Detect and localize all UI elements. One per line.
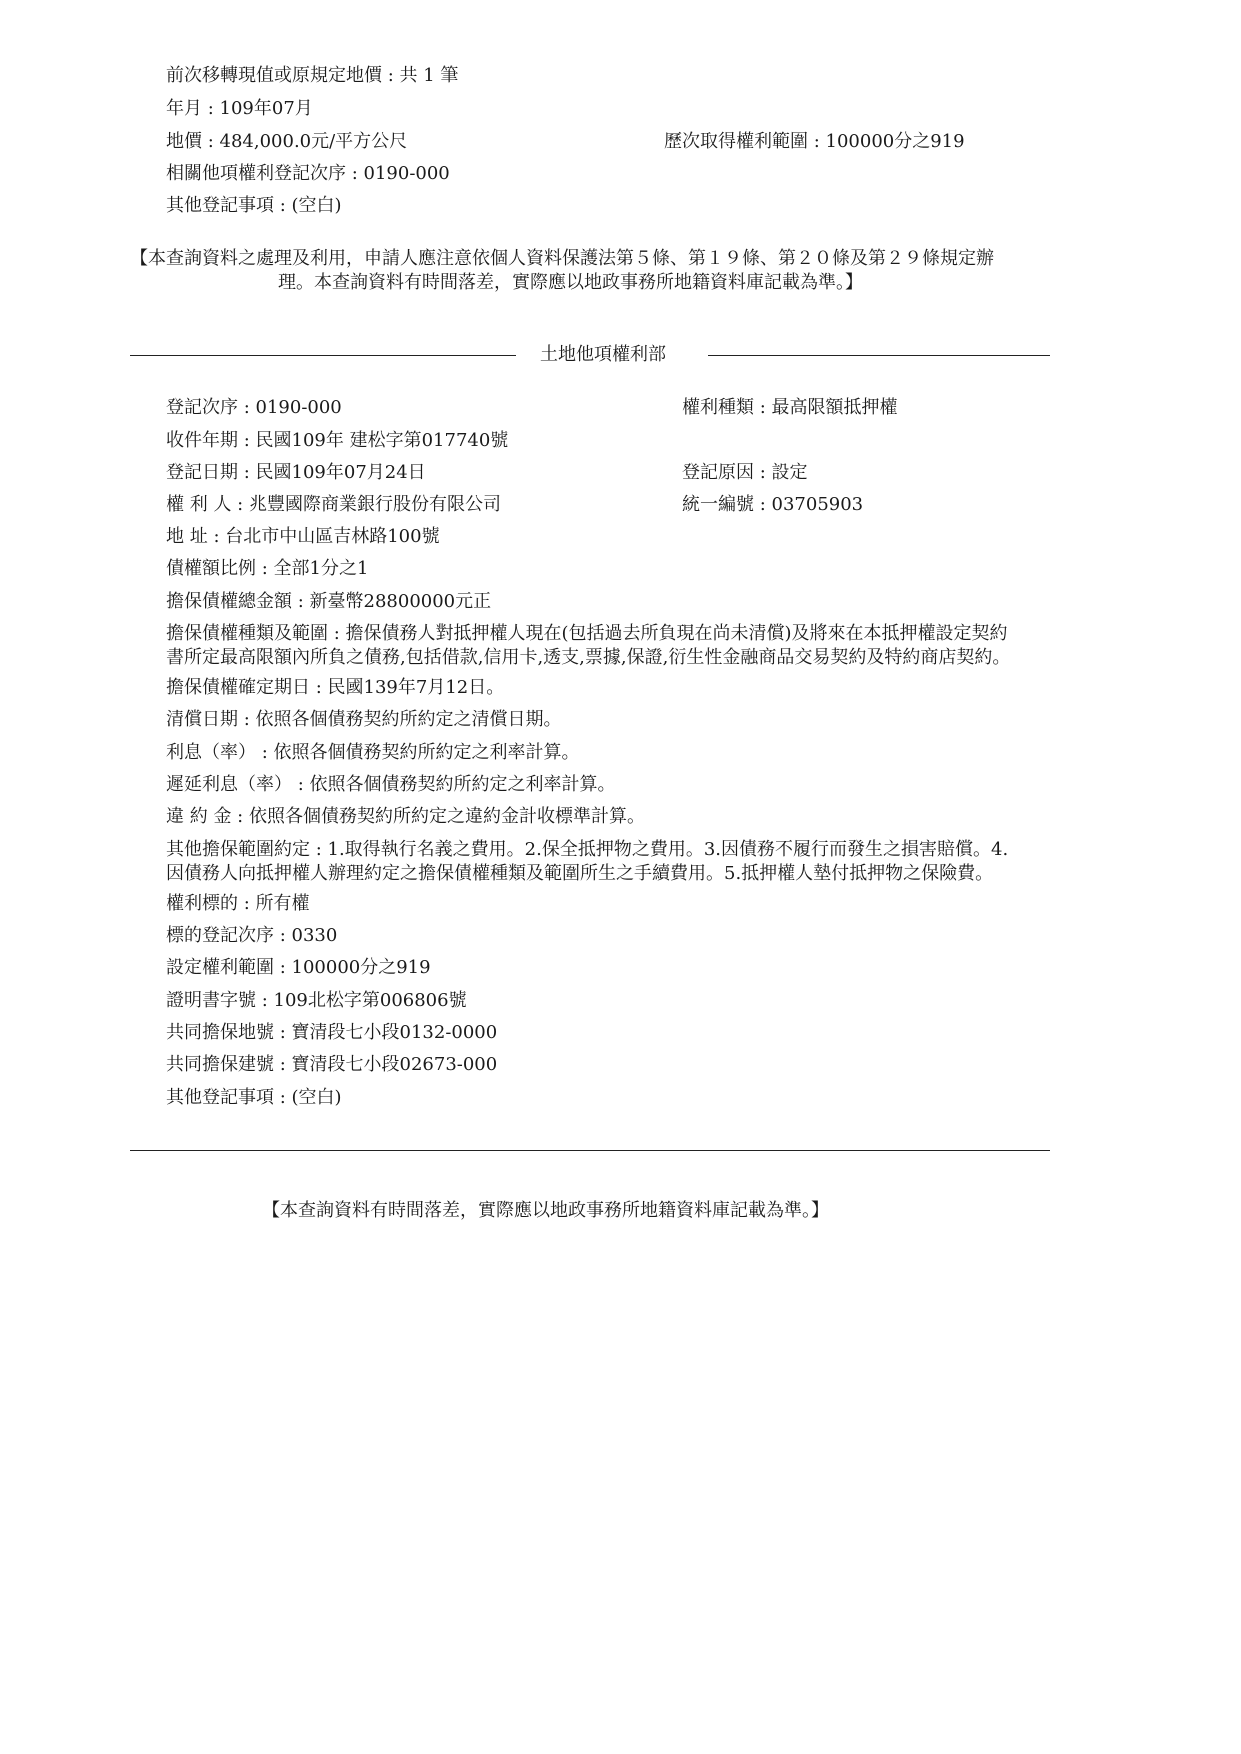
- reg-date-text: 登記日期 : 民國109年07月24日: [166, 462, 426, 483]
- interest-text: 利息（率） : 依照各個債務契約所約定之利率計算。: [166, 742, 580, 763]
- notice-line-2: 理。本查詢資料有時間落差，實際應以地政事務所地籍資料庫記載為準。】: [278, 272, 863, 293]
- land-price-text: 地價 : 484,000.0元/平方公尺: [166, 131, 408, 152]
- debt-ratio-text: 債權額比例 : 全部1分之1: [166, 558, 369, 579]
- other-items-rights-text: 其他登記事項 : (空白): [166, 1087, 342, 1108]
- section-title: 土地他項權利部: [540, 344, 666, 365]
- holder-text: 權 利 人 : 兆豐國際商業銀行股份有限公司: [166, 494, 501, 515]
- joint-building-text: 共同擔保建號 : 寶清段七小段02673-000: [166, 1054, 498, 1075]
- cert-no-text: 證明書字號 : 109北松字第006806號: [166, 990, 467, 1011]
- prev-value-text: 前次移轉現值或原規定地價 : 共 1 筆: [166, 65, 459, 86]
- final-notice: 【本查詢資料有時間落差，實際應以地政事務所地籍資料庫記載為準。】: [262, 1200, 829, 1221]
- notice-line-1: 【本查詢資料之處理及利用，申請人應注意依個人資料保護法第５條、第１９條、第２０條及第２９條規定辦: [130, 248, 994, 269]
- fix-date-text: 擔保債權確定期日 : 民國139年7月12日。: [166, 677, 505, 698]
- joint-land-text: 共同擔保地號 : 寶清段七小段0132-0000: [166, 1022, 498, 1043]
- total-amount-text: 擔保債權總金額 : 新臺幣28800000元正: [166, 591, 492, 612]
- section-rule-right: [708, 355, 1050, 356]
- unified-no-text: 統一編號 : 03705903: [682, 494, 864, 515]
- acquired-scope-text: 歷次取得權利範圍 : 100000分之919: [664, 131, 965, 152]
- set-scope-text: 設定權利範圍 : 100000分之919: [166, 957, 431, 978]
- year-month-text: 年月 : 109年07月: [166, 98, 313, 119]
- other-items-text: 其他登記事項 : (空白): [166, 195, 342, 216]
- repay-date-text: 清償日期 : 依照各個債務契約所約定之清償日期。: [166, 709, 562, 730]
- bottom-rule: [130, 1150, 1050, 1151]
- scope-line-1: 擔保債權種類及範圍 : 擔保債務人對抵押權人現在(包括過去所負現在尚未清償)及將來在本抵押權設定契約: [166, 623, 1008, 644]
- late-interest-text: 遲延利息（率） : 依照各個債務契約所約定之利率計算。: [166, 774, 616, 795]
- target-order-text: 標的登記次序 : 0330: [166, 925, 338, 946]
- target-text: 權利標的 : 所有權: [166, 893, 310, 914]
- scope-line-2: 書所定最高限額內所負之債務,包括借款,信用卡,透支,票據,保證,衍生性金融商品交易契約及特約商店契約。: [166, 647, 1011, 668]
- related-order-text: 相關他項權利登記次序 : 0190-000: [166, 163, 450, 184]
- receipt-text: 收件年期 : 民國109年 建松字第017740號: [166, 430, 509, 451]
- address-text: 地 址 : 台北市中山區吉林路100號: [166, 526, 440, 547]
- reg-order-text: 登記次序 : 0190-000: [166, 397, 342, 418]
- other-scope-line-1: 其他擔保範圍約定 : 1.取得執行名義之費用。2.保全抵押物之費用。3.因債務不履行而發生之損害賠償。4.: [166, 839, 1009, 860]
- right-type-text: 權利種類 : 最高限額抵押權: [682, 397, 898, 418]
- reg-reason-text: 登記原因 : 設定: [682, 462, 808, 483]
- section-rule-left: [130, 355, 516, 356]
- other-scope-line-2: 因債務人向抵押權人辦理約定之擔保債權種類及範圍所生之手續費用。5.抵押權人墊付抵押物之保險費。: [166, 863, 994, 884]
- penalty-text: 違 約 金 : 依照各個債務契約所約定之違約金計收標準計算。: [166, 806, 645, 827]
